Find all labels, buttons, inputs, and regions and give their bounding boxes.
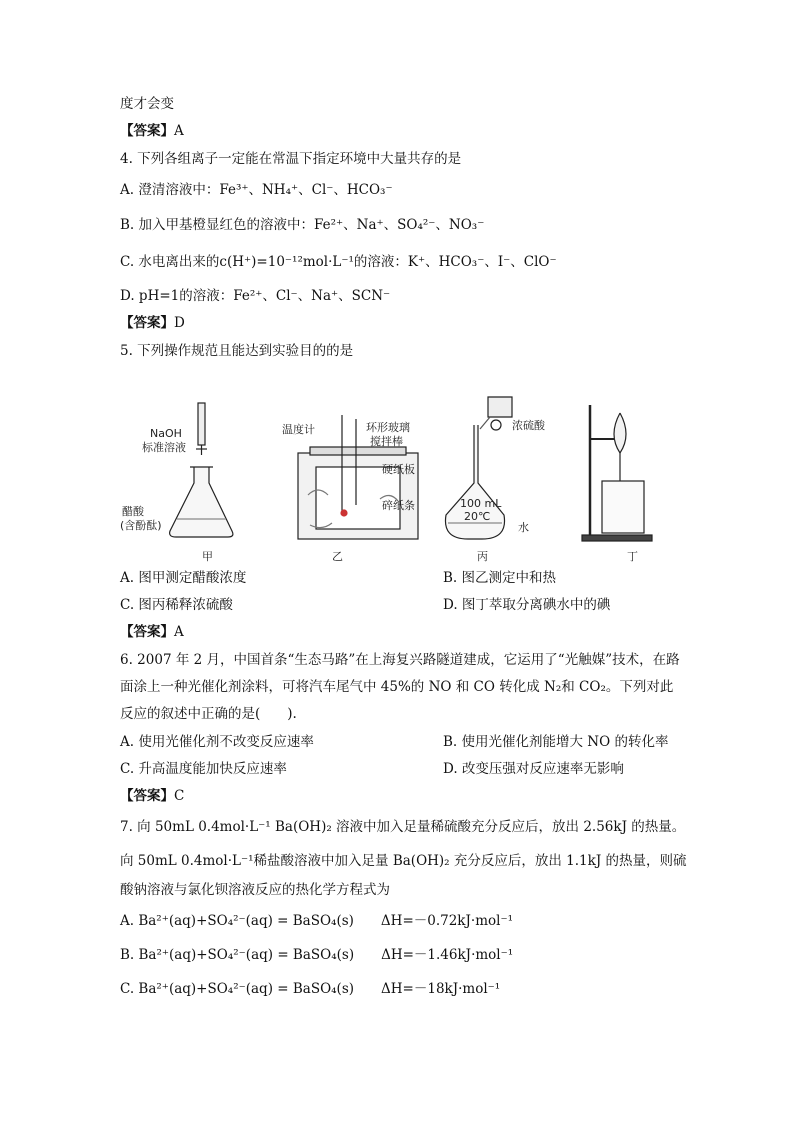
q6-option-c: C. 升高温度能加快反应速率 (120, 761, 287, 777)
q7-stem-1: 7. 向 50mL 0.4mol·L⁻¹ Ba(OH)₂ 溶液中加入足量稀硫酸充分反应后，放出 2.56kJ 的热量。 (120, 819, 686, 835)
answer-value: D (174, 315, 185, 331)
caption-jia: 甲 (202, 550, 213, 563)
answer-line (120, 786, 184, 806)
q5-option-c: C. 图丙稀释浓硫酸 (120, 597, 233, 613)
answer-line (120, 121, 184, 141)
lab-apparatus-figure (120, 395, 680, 565)
answer-value: A (174, 624, 184, 640)
answer-tag: 【答案】 (120, 123, 174, 139)
q6-stem-3: 反应的叙述中正确的是( ). (120, 706, 297, 722)
q7-stem-2: 向 50mL 0.4mol·L⁻¹稀盐酸溶液中加入足量 Ba(OH)₂ 充分反应后，放出 1.1kJ 的热量，则硫 (120, 853, 687, 869)
q6-option-b: B. 使用光催化剂能增大 NO 的转化率 (443, 734, 669, 750)
q4-option-b: B. 加入甲基橙显红色的溶液中：Fe²⁺、Na⁺、SO₄²⁻、NO₃⁻ (120, 217, 485, 233)
yi-label-paper: 碎纸条 (382, 499, 415, 512)
text-line: 度才会变 (120, 96, 174, 112)
bing-label-temp: 20℃ (464, 510, 491, 523)
yi-label-board: 硬纸板 (382, 463, 415, 476)
q6-option-d: D. 改变压强对反应速率无影响 (443, 761, 624, 777)
answer-value: C (174, 788, 185, 804)
bing-label-water: 水 (518, 521, 529, 534)
caption-yi: 乙 (332, 550, 343, 563)
answer-line (120, 313, 185, 333)
q4-stem: 4. 下列各组离子一定能在常温下指定环境中大量共存的是 (120, 151, 462, 167)
bing-label-volume: 100 mL (460, 497, 502, 510)
answer-tag: 【答案】 (120, 788, 174, 804)
q4-option-a: A. 澄清溶液中：Fe³⁺、NH₄⁺、Cl⁻、HCO₃⁻ (120, 182, 393, 198)
jia-label-phenol: (含酚酞) (120, 519, 162, 532)
q4-option-c: C. 水电离出来的c(H⁺)=10⁻¹²mol·L⁻¹的溶液：K⁺、HCO₃⁻、I⁻、ClO⁻ (120, 254, 557, 270)
q7-stem-3: 酸钠溶液与氯化钡溶液反应的热化学方程式为 (120, 882, 390, 898)
apparatus-drawing (120, 395, 680, 565)
answer-tag: 【答案】 (120, 624, 174, 640)
bing-label-acid: 浓硫酸 (512, 419, 545, 432)
answer-tag: 【答案】 (120, 315, 174, 331)
q5-option-d: D. 图丁萃取分离碘水中的碘 (443, 597, 611, 613)
jia-label-acetic: 醋酸 (122, 505, 144, 518)
q6-stem-2: 面涂上一种光催化剂涂料，可将汽车尾气中 45%的 NO 和 CO 转化成 N₂和 CO₂。下列对此 (120, 679, 674, 695)
caption-ding: 丁 (627, 550, 638, 563)
q5-option-b: B. 图乙测定中和热 (443, 570, 557, 586)
q6-stem-1: 6. 2007 年 2 月，中国首条“生态马路”在上海复兴路隧道建成，它运用了“光触媒”技术，在路 (120, 652, 680, 668)
caption-bing: 丙 (477, 550, 488, 563)
q7-option-c: C. Ba²⁺(aq)+SO₄²⁻(aq) = BaSO₄(s) ΔH=－18kJ·mol⁻¹ (120, 981, 501, 997)
q7-option-b: B. Ba²⁺(aq)+SO₄²⁻(aq) = BaSO₄(s) ΔH=－1.46kJ·mol⁻¹ (120, 947, 514, 963)
q5-option-a: A. 图甲测定醋酸浓度 (120, 570, 247, 586)
q6-option-a: A. 使用光催化剂不改变反应速率 (120, 734, 314, 750)
q5-stem: 5. 下列操作规范且能达到实验目的的是 (120, 343, 354, 359)
q7-option-a: A. Ba²⁺(aq)+SO₄²⁻(aq) = BaSO₄(s) ΔH=－0.72kJ·mol⁻¹ (120, 913, 513, 929)
q4-option-d: D. pH=1的溶液：Fe²⁺、Cl⁻、Na⁺、SCN⁻ (120, 288, 391, 304)
answer-line (120, 622, 184, 642)
yi-label-stirrer-1: 环形玻璃 (366, 421, 410, 434)
yi-label-thermometer: 温度计 (282, 423, 315, 436)
answer-value: A (174, 123, 184, 139)
figure-jia (170, 403, 233, 537)
figure-ding (582, 405, 652, 541)
jia-label-naoh: NaOH (150, 427, 182, 440)
yi-label-stirrer-2: 搅拌棒 (370, 435, 403, 448)
jia-label-standard: 标准溶液 (142, 441, 186, 454)
